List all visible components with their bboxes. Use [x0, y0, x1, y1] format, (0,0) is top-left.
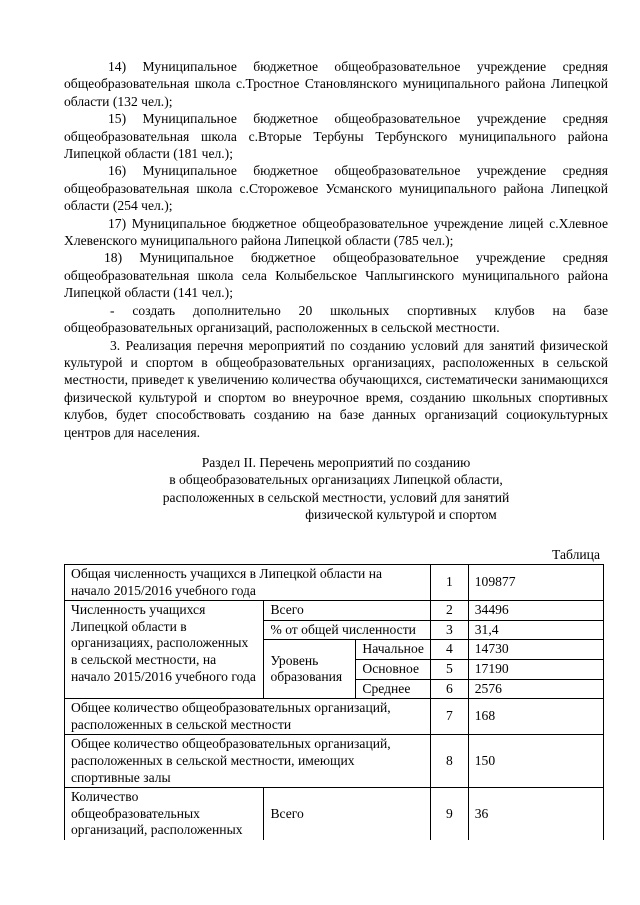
paragraph-clubs: - создать дополнительно 20 школьных спортивных клубов на базе общеобразовательных организаций, расположенных в сельской местности. [64, 302, 608, 336]
paragraph-item-18: 18) Муниципальное бюджетное общеобразовательное учреждение средняя общеобразовательная школа села Колыбельское Чаплыгинского муниципального района Липецкой области (141 чел.); [64, 250, 608, 301]
paragraph-item-15: 15) Муниципальное бюджетное общеобразовательное учреждение средняя общеобразовательная школа с.Вторые Тербуны Тербунского муниципального района Липецкой области (181 чел.); [64, 111, 608, 162]
document-page [64, 58, 608, 840]
table-cell-label: Количество общеобразовательных организаций, расположенных [65, 788, 264, 840]
table-cell-label: Общая численность учащихся в Липецкой области на начало 2015/2016 учебного года [65, 564, 431, 600]
table-cell-number: 1 [430, 564, 468, 600]
section-heading-line-1: Раздел II. Перечень мероприятий по созданию [201, 454, 471, 470]
table-cell-number: 8 [430, 735, 468, 788]
paragraph-item-16: 16) Муниципальное бюджетное общеобразовательное учреждение средняя общеобразовательная школа с.Сторожевое Усманского муниципального района Липецкой области (254 чел.); [64, 163, 608, 214]
table-cell-sub: Всего [264, 601, 430, 621]
table-row [65, 564, 604, 600]
table-cell-number: 3 [430, 620, 468, 640]
section-heading [64, 454, 608, 524]
paragraph-item-17: 17) Муниципальное бюджетное общеобразовательное учреждение лицей с.Хлевное Хлевенского муниципального района Липецкой области (785 чел.); [64, 215, 608, 249]
table-cell-value: 150 [468, 735, 603, 788]
table-cell-group-label: Численность учащихся Липецкой области в организациях, расположенных в сельской местности, на начало 2015/2016 учебного года [65, 601, 264, 699]
table-cell-label: Общее количество общеобразовательных организаций, расположенных в сельской местности, имеющих спортивные залы [65, 735, 431, 788]
table-cell-sub: % от общей численности [264, 620, 430, 640]
table-cell-sub: Начальное [356, 640, 431, 660]
table-row [65, 735, 604, 788]
table-cell-value: 36 [468, 788, 603, 840]
table-cell-value: 109877 [468, 564, 603, 600]
table-row [65, 601, 604, 621]
table-cell-level-label: Уровень образования [264, 640, 356, 699]
table-cell-value: 2576 [468, 679, 603, 699]
section-heading-line-4: физической культурой и спортом [305, 507, 497, 523]
table-cell-number: 6 [430, 679, 468, 699]
section-heading-line-3: расположенных в сельской местности, условий для занятий [162, 489, 510, 505]
table-cell-sub: Среднее [356, 679, 431, 699]
table-row [65, 699, 604, 735]
table-cell-value: 14730 [468, 640, 603, 660]
table-cell-value: 31,4 [468, 620, 603, 640]
table-cell-sub: Всего [264, 788, 430, 840]
table-cell-number: 9 [430, 788, 468, 840]
table-cell-number: 4 [430, 640, 468, 660]
paragraph-point-3: 3. Реализация перечня мероприятий по созданию условий для занятий физической культурой и спортом в общеобразовательных организациях, расположенных в сельской местности, приведет к увеличению количества обучающихся, систематически занимающихся физической культурой и спортом во внеурочное время, созданию школьных спортивных клубов, будет способствовать созданию на базе данных организаций социокультурных центров для населения. [64, 337, 608, 440]
statistics-table [64, 564, 604, 840]
table-cell-sub: Основное [356, 659, 431, 679]
table-cell-value: 17190 [468, 659, 603, 679]
table-cell-number: 5 [430, 659, 468, 679]
table-cell-number: 2 [430, 601, 468, 621]
table-row [65, 788, 604, 840]
table-cell-value: 168 [468, 699, 603, 735]
table-cell-number: 7 [430, 699, 468, 735]
table-cell-label: Общее количество общеобразовательных организаций, расположенных в сельской местности [65, 699, 431, 735]
table-cell-value: 34496 [468, 601, 603, 621]
paragraph-item-14: 14) Муниципальное бюджетное общеобразовательное учреждение средняя общеобразовательная школа с.Тростное Становлянского муниципального района Липецкой области (132 чел.); [64, 59, 608, 109]
section-heading-line-2: в общеобразовательных организациях Липецкой области, [169, 472, 503, 488]
table-caption: Таблица [552, 546, 600, 562]
